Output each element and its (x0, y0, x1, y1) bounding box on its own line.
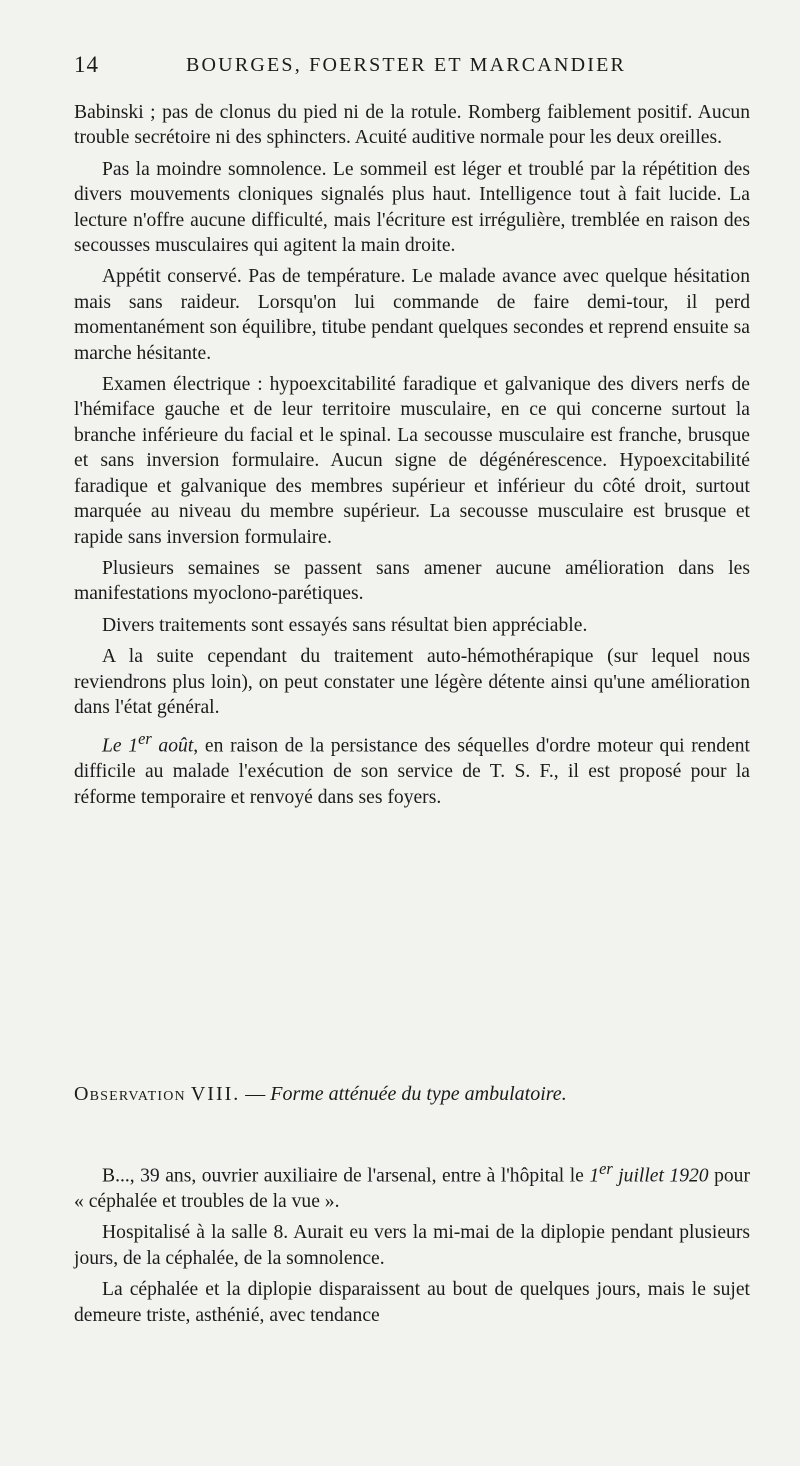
date-month: août (151, 735, 194, 757)
paragraph-rest: , en raison de la persistance des séquelles d'ordre moteur qui rendent difficile au malade l'exécution de son service de T. S. F., il est proposé pour la réforme temporaire et renvoyé dans ses foyers. (74, 735, 751, 808)
date-prefix: Le 1 (102, 735, 139, 757)
case-text-top (74, 100, 750, 816)
paragraph: Babinski ; pas de clonus du pied ni de la rotule. Romberg faiblement positif. Aucun trouble secrétoire ni des sphincters. Acuité auditive normale pour les deux oreilles. (74, 102, 750, 149)
paragraph: Plusieurs semaines se passent sans amener aucune amélioration dans les manifestations myoclono-parétiques. (74, 557, 750, 605)
paragraph: La céphalée et la diplopie disparaissent au bout de quelques jours, mais le sujet demeure triste, asthénié, avec tendance (74, 1279, 750, 1326)
page-header (74, 52, 750, 86)
observation-number: VIII. (190, 1083, 241, 1105)
admission-date-superscript: er (599, 1159, 613, 1178)
paragraph-discharge (74, 726, 750, 810)
observation-subtitle: Forme atténuée du type ambulatoire. (270, 1083, 567, 1105)
paragraph-admission (74, 1156, 750, 1214)
paragraph: Hospitalisé à la salle 8. Aurait eu vers la mi-mai de la diplopie pendant plusieurs jours, de la céphalée, de la somnolence. (74, 1222, 750, 1269)
admission-date-rest: juillet 1920 (612, 1165, 709, 1187)
running-head: BOURGES, FOERSTER ET MARCANDIER (186, 54, 627, 76)
admission-start: B..., 39 ans, ouvrier auxiliaire de l'arsenal, entre à l'hôpital le (102, 1165, 590, 1187)
observation-heading (74, 1083, 750, 1106)
observation-label: Observation (74, 1083, 186, 1105)
date-superscript: er (138, 729, 152, 749)
paragraph: Appétit conservé. Pas de température. Le malade avance avec quelque hésitation mais sans raideur. Lorsqu'on lui commande de faire demi-tour, il perd momentanément son équilibre, titube pendant quelques secondes et reprend ensuite sa marche hésitante. (74, 266, 750, 364)
paragraph: Pas la moindre somnolence. Le sommeil est léger et troublé par la répétition des divers mouvements cloniques signalés plus haut. Intelligence tout à fait lucide. La lecture n'offre aucune difficulté, mais l'écriture est irrégulière, tremblée en raison des secousses musculaires qui agitent la main droite. (74, 158, 750, 257)
paragraph: Examen électrique : hypoexcitabilité faradique et galvanique des divers nerfs de l'hémiface gauche et de leur territoire musculaire, en ce qui concerne surtout la branche inférieure du facial et le spinal. La secousse musculaire est franche, brusque et sans inversion formulaire. Aucun signe de dégénérescence. Hypoexcitabilité faradique et galvanique des membres supérieur et inférieur du côté droit, surtout marquée au niveau du membre supérieur. La secousse musculaire est brusque et rapide sans inversion formulaire. (74, 374, 750, 548)
admission-date-number: 1 (589, 1165, 600, 1187)
paragraph: A la suite cependant du traitement auto-hémothérapique (sur lequel nous reviendrons plus loin), on peut constater une légère détente ainsi qu'une amélioration dans l'état général. (74, 646, 750, 718)
admission-end: pour « céphalée et troubles de la vue ». (74, 1165, 750, 1212)
page-number: 14 (74, 52, 99, 77)
paragraph: Divers traitements sont essayés sans résultat bien appréciable. (102, 614, 588, 636)
case-text-bottom (74, 1156, 750, 1334)
observation-dash: — (240, 1083, 271, 1105)
